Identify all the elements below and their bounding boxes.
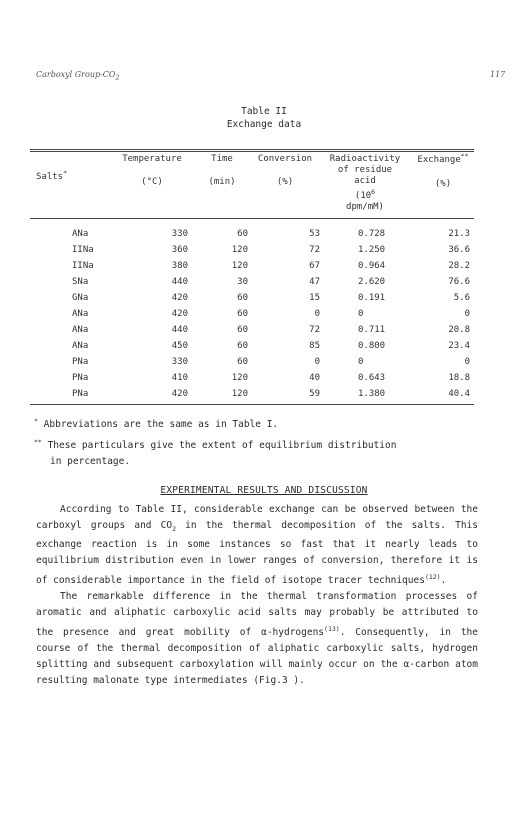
running-title-subscript: 2: [115, 73, 120, 82]
table-row: [30, 354, 474, 370]
cell-salt: ANa: [72, 341, 89, 351]
col-header-temperature-label: Temperature: [122, 154, 182, 164]
cell-exchange: 76.6: [448, 277, 470, 287]
cell-exchange: 20.8: [448, 325, 470, 335]
cell-conversion: 15: [309, 293, 320, 303]
paragraph-1: According to Table II, considerable exchange can be observed between the carboxyl groups and $CO_2$ in the thermal decomposition of the salts. This exchange reaction is in some instances so fast that it nearly leads to equilibrium distribution even in lower ranges of conversion, therefore it is of considerable importance in the field of isotope tracer techniques$^{(12)}$.: [36, 504, 478, 587]
col-header-time-label: Time: [211, 154, 233, 164]
cell-radioactivity: 0.643: [358, 373, 386, 383]
table-caption: [0, 105, 528, 131]
cell-exchange: 0: [464, 357, 470, 367]
table-row: [30, 290, 474, 306]
cell-exchange: 23.4: [448, 341, 470, 351]
col-header-conversion-label: Conversion: [257, 154, 313, 164]
cell-salt: ANa: [72, 229, 89, 239]
cell-conversion: 53: [309, 229, 320, 239]
col-header-temperature: [112, 154, 192, 188]
table-row: [30, 322, 474, 338]
table-subtitle: Exchange data: [226, 119, 302, 130]
cell-salt: IINa: [72, 261, 94, 271]
footnote-1: * Abbreviations are the same as in Table I.: [34, 417, 279, 431]
cell-time: 60: [237, 357, 248, 367]
cell-exchange: 0: [464, 309, 470, 319]
cell-exchange: 40.4: [448, 389, 470, 399]
cell-exchange: 36.6: [448, 245, 470, 255]
cell-salt: PNa: [72, 389, 89, 399]
cell-radioactivity: 0: [358, 357, 364, 367]
cell-temperature: 360: [171, 245, 188, 255]
exchange-data-table: [30, 226, 474, 402]
cell-time: 60: [237, 341, 248, 351]
cell-conversion: 72: [309, 245, 320, 255]
running-title: Carboxyl Group-CO: [36, 70, 116, 79]
col-header-conversion-unit: (%): [276, 177, 294, 187]
cell-salt: IINa: [72, 245, 94, 255]
cell-time: 30: [237, 277, 248, 287]
cell-temperature: 380: [171, 261, 188, 271]
col-header-conversion: [250, 154, 320, 188]
cell-temperature: 420: [171, 309, 188, 319]
cell-salt: PNa: [72, 357, 89, 367]
footnote-2: ** These particulars give the extent of equilibrium distribution in percentage.: [34, 438, 397, 468]
cell-conversion: 67: [309, 261, 320, 271]
cell-conversion: 85: [309, 341, 320, 351]
table-row: [30, 258, 474, 274]
col-header-exchange: Exchange** (%): [417, 152, 469, 189]
cell-time: 60: [237, 229, 248, 239]
cell-conversion: 47: [309, 277, 320, 287]
cell-radioactivity: 1.380: [358, 389, 386, 399]
cell-exchange: 18.8: [448, 373, 470, 383]
cell-temperature: 410: [171, 373, 188, 383]
table-bottom-rule: [30, 404, 474, 405]
col-header-time: [198, 154, 246, 188]
cell-temperature: 420: [171, 293, 188, 303]
page-number: 117: [490, 70, 506, 79]
cell-radioactivity: 0.191: [358, 293, 386, 303]
cell-salt: GNa: [72, 293, 89, 303]
cell-radioactivity: 0.728: [358, 229, 386, 239]
cell-temperature: 450: [171, 341, 188, 351]
cell-temperature: 420: [171, 389, 188, 399]
col-header-time-unit: (min): [208, 177, 236, 187]
cell-time: 60: [237, 293, 248, 303]
cell-radioactivity: 0.711: [358, 325, 386, 335]
body-text: [36, 502, 478, 689]
cell-time: 120: [231, 261, 248, 271]
table-header-rule: [30, 218, 474, 219]
running-head: [36, 70, 120, 82]
col-header-salts: Salts*: [36, 169, 68, 182]
cell-salt: PNa: [72, 373, 89, 383]
cell-temperature: 330: [171, 357, 188, 367]
table-row: [30, 274, 474, 290]
col-header-radioactivity: Radioactivity of residue acid ($10^6$ dpm/mM): [329, 154, 401, 212]
table-row: [30, 226, 474, 242]
cell-conversion: 40: [309, 373, 320, 383]
paragraph-2: The remarkable difference in the thermal transformation processes of aromatic and aliphatic carboxylic acid salts may probably be attributed to the presence and great mobility of α-hydrogens$^{(13)}$. Consequently, in the course of the thermal decomposition of aliphatic carboxylic salts, hydrogen splitting and subsequent carboxylation will mainly occur on the α-carbon atom resulting malonate type intermediates (Fig.3 ).: [36, 591, 478, 687]
table-row: [30, 338, 474, 354]
cell-conversion: 72: [309, 325, 320, 335]
cell-time: 120: [231, 245, 248, 255]
cell-salt: SNa: [72, 277, 89, 287]
cell-exchange: 5.6: [453, 293, 470, 303]
cell-salt: ANa: [72, 309, 89, 319]
table-row: [30, 306, 474, 322]
cell-time: 120: [231, 389, 248, 399]
table-row: [30, 242, 474, 258]
cell-radioactivity: 2.620: [358, 277, 386, 287]
cell-exchange: 21.3: [448, 229, 470, 239]
cell-radioactivity: 0: [358, 309, 364, 319]
section-heading: EXPERIMENTAL RESULTS AND DISCUSSION: [160, 485, 368, 496]
cell-temperature: 440: [171, 325, 188, 335]
table-top-rule-2: [30, 151, 474, 152]
table-row: [30, 370, 474, 386]
cell-radioactivity: 0.800: [358, 341, 386, 351]
table-row: [30, 386, 474, 402]
cell-salt: ANa: [72, 325, 89, 335]
cell-time: 60: [237, 325, 248, 335]
cell-exchange: 28.2: [448, 261, 470, 271]
table-top-rule: [30, 149, 474, 150]
cell-conversion: 59: [309, 389, 320, 399]
col-header-temperature-unit: (°C): [141, 177, 163, 187]
cell-radioactivity: 1.250: [358, 245, 386, 255]
cell-temperature: 440: [171, 277, 188, 287]
cell-conversion: 0: [314, 309, 320, 319]
cell-radioactivity: 0.964: [358, 261, 386, 271]
cell-conversion: 0: [314, 357, 320, 367]
cell-time: 60: [237, 309, 248, 319]
table-title: Table II: [241, 106, 287, 117]
cell-time: 120: [231, 373, 248, 383]
cell-temperature: 330: [171, 229, 188, 239]
